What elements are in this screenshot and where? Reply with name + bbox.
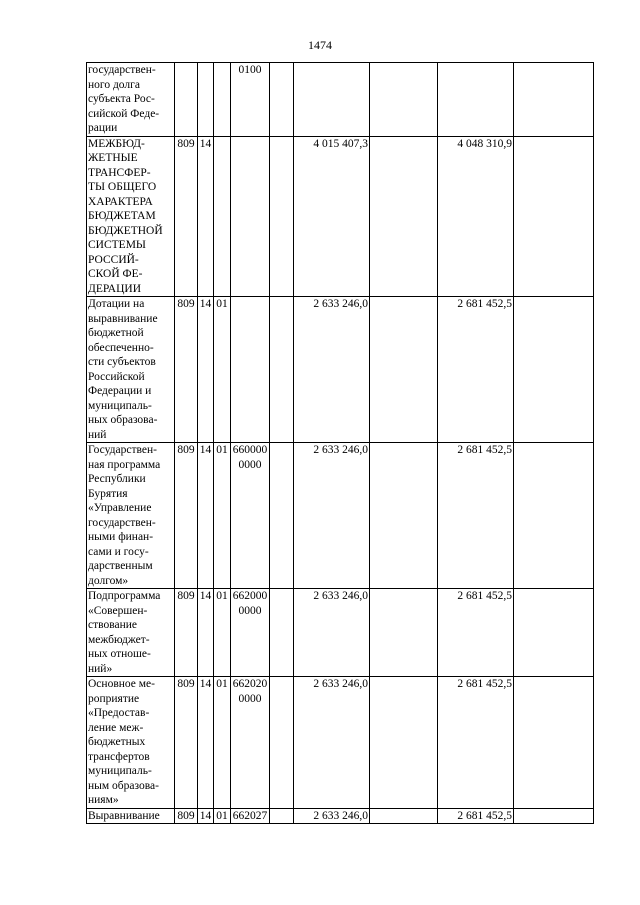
cell-extra-1 — [370, 443, 438, 589]
cell-pr: 01 — [214, 589, 231, 677]
cell-sum-2: 2 681 452,5 — [438, 443, 514, 589]
cell-name: Основное ме- роприятие «Предостав- ление меж- бюджетных трансфертов муниципаль- ным образова- ниям» — [87, 677, 175, 809]
cell-sum-1: 2 633 246,0 — [294, 677, 370, 809]
cell-rz: 14 — [198, 677, 214, 809]
cell-name: Выравнивание — [87, 808, 175, 824]
cell-vr — [270, 136, 294, 297]
cell-sum-1 — [294, 63, 370, 137]
cell-sum-1: 2 633 246,0 — [294, 589, 370, 677]
cell-extra-2 — [514, 63, 594, 137]
cell-extra-2 — [514, 808, 594, 824]
cell-ved: 809 — [175, 589, 198, 677]
cell-vr — [270, 808, 294, 824]
cell-rz — [198, 63, 214, 137]
cell-ved: 809 — [175, 677, 198, 809]
cell-extra-2 — [514, 297, 594, 443]
cell-sum-1: 2 633 246,0 — [294, 443, 370, 589]
cell-sum-2: 2 681 452,5 — [438, 808, 514, 824]
cell-vr — [270, 443, 294, 589]
cell-extra-2 — [514, 136, 594, 297]
table-row — [87, 297, 594, 443]
cell-ved: 809 — [175, 136, 198, 297]
cell-csr: 662027 — [231, 808, 270, 824]
cell-pr: 01 — [214, 443, 231, 589]
cell-extra-1 — [370, 297, 438, 443]
cell-extra-1 — [370, 589, 438, 677]
cell-pr — [214, 136, 231, 297]
cell-sum-1: 2 633 246,0 — [294, 297, 370, 443]
table-row — [87, 63, 594, 137]
table-row — [87, 589, 594, 677]
cell-sum-1: 4 015 407,3 — [294, 136, 370, 297]
cell-pr — [214, 63, 231, 137]
cell-name: Дотации на выравнивание бюджетной обеспеченно- сти субъектов Российской Федерации и муниципаль- ных образова- ний — [87, 297, 175, 443]
cell-vr — [270, 63, 294, 137]
cell-csr: 662000 0000 — [231, 589, 270, 677]
table-row — [87, 443, 594, 589]
cell-name: МЕЖБЮД- ЖЕТНЫЕ ТРАНСФЕР- ТЫ ОБЩЕГО ХАРАКТЕРА БЮДЖЕТАМ БЮДЖЕТНОЙ СИСТЕМЫ РОССИЙ- СКОЙ ФЕ- ДЕРАЦИИ — [87, 136, 175, 297]
cell-name: государствен- ного долга субъекта Рос- сийской Феде- рации — [87, 63, 175, 137]
cell-rz: 14 — [198, 136, 214, 297]
cell-sum-2: 2 681 452,5 — [438, 589, 514, 677]
cell-pr: 01 — [214, 677, 231, 809]
cell-sum-2 — [438, 63, 514, 137]
cell-pr: 01 — [214, 808, 231, 824]
cell-vr — [270, 677, 294, 809]
cell-extra-1 — [370, 136, 438, 297]
budget-table — [86, 62, 594, 824]
cell-name: Подпрограмма «Совершен- ствование межбюджет- ных отноше- ний» — [87, 589, 175, 677]
cell-rz: 14 — [198, 808, 214, 824]
cell-ved — [175, 63, 198, 137]
table-body — [87, 63, 594, 824]
cell-extra-1 — [370, 63, 438, 137]
cell-sum-2: 2 681 452,5 — [438, 297, 514, 443]
table-row — [87, 808, 594, 824]
cell-csr — [231, 136, 270, 297]
cell-ved: 809 — [175, 297, 198, 443]
cell-extra-1 — [370, 808, 438, 824]
cell-csr: 660000 0000 — [231, 443, 270, 589]
cell-csr: 662020 0000 — [231, 677, 270, 809]
cell-extra-2 — [514, 677, 594, 809]
page-number: 1474 — [308, 38, 332, 52]
cell-rz: 14 — [198, 297, 214, 443]
cell-ved: 809 — [175, 808, 198, 824]
cell-csr: 0100 — [231, 63, 270, 137]
cell-sum-1: 2 633 246,0 — [294, 808, 370, 824]
table-row — [87, 136, 594, 297]
cell-csr — [231, 297, 270, 443]
cell-pr: 01 — [214, 297, 231, 443]
cell-vr — [270, 297, 294, 443]
cell-ved: 809 — [175, 443, 198, 589]
cell-rz: 14 — [198, 589, 214, 677]
cell-extra-1 — [370, 677, 438, 809]
cell-sum-2: 4 048 310,9 — [438, 136, 514, 297]
table-row — [87, 677, 594, 809]
cell-rz: 14 — [198, 443, 214, 589]
cell-extra-2 — [514, 443, 594, 589]
cell-vr — [270, 589, 294, 677]
cell-name: Государствен- ная программа Республики Бурятия «Управление государствен- ными финан- сами и госу- дарственным долгом» — [87, 443, 175, 589]
cell-sum-2: 2 681 452,5 — [438, 677, 514, 809]
cell-extra-2 — [514, 589, 594, 677]
